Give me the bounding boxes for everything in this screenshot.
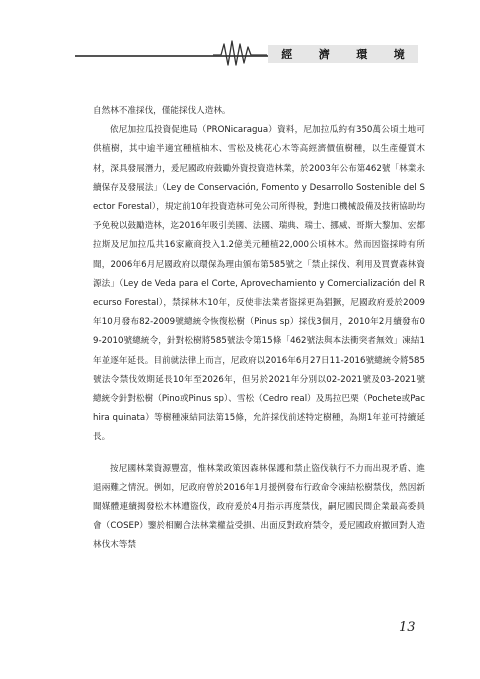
paragraph: 自然林不准採伐，僅能採伐人造林。 <box>93 106 231 116</box>
section-char: 境 <box>393 48 405 61</box>
paragraph: 依尼加拉瓜投資促進局（PRONicaragua）資料，尼加拉瓜約有350萬公頃土地可供植樹，其中逾半適宜種植柚木、雪松及桃花心木等高經濟價值樹種，以生產優質木材，深具發展潛力，爰尼國政府鼓勵外資投資造林業，於2003年公布第462號「林業永續保存及發展法」（Ley de Conservación, Fomento y Desarrollo Sostenible del Sector Forestal），規定前10年投資造林可免公司所得稅，對進口機械設備及技術協助均予免稅以鼓勵造林，迄2016年吸引美國、法國、瑞典、瑞士、挪威、哥斯大黎加、宏都拉斯及尼加拉瓜共16家廠商投入1.2億美元種植22,000公頃林木。然而因盜採時有所聞，2006年6月尼國政府以環保為理由頒布第585號之「禁止採伐、利用及買賣森林資源法」（Ley de Veda para el Corte, Aprovechamiento y Comercialización del Recurso Forestal），禁採林木10年，反使非法業者盜採更為猖獗，尼國政府爰於2009年10月發布82-2009號總統令恢復松樹（Pinus sp）採伐3個月，2010年2月續發布09-2010號總統令，針對松樹將585號法令第15條「462號法與本法衝突者無效」凍結1年並逐年延長。目前就法律上而言，尼政府以2016年6月27日11-2016號總統令將585號法令禁伐效期延長10年至2026年，但另於2021年分別以02-2021號及03-2021號總統令針對松樹（Pino或Pinus sp）、雪松（Cedro real）及馬拉巴栗（Pochete或Pachira quinata）等樹種凍結同法第15條，允許採伐前述特定樹種，為期1年並可持續延長。 <box>93 125 425 443</box>
heartbeat-wave-icon <box>213 38 267 68</box>
article-body <box>93 102 425 556</box>
section-char: 經 <box>281 48 293 61</box>
page-number: 13 <box>399 620 416 635</box>
paragraph: 按尼國林業資源豐富，惟林業政策因森林保護和禁止盜伐執行不力而出現矛盾、進退兩難之情況。例如，尼政府曾於2016年1月援例發布行政命令凍結松樹禁伐，然因新聞媒體連續揭發松木林遭盜伐，政府爰於4月指示再度禁伐，嗣尼國民間企業最高委員會（COSEP）鑒於相關合法林業權益受損、出面反對政府禁令，爰尼國政府撤回對人造林伐木等禁 <box>93 463 425 551</box>
section-char: 濟 <box>318 48 330 61</box>
section-label <box>268 45 418 63</box>
section-char: 環 <box>356 48 368 61</box>
